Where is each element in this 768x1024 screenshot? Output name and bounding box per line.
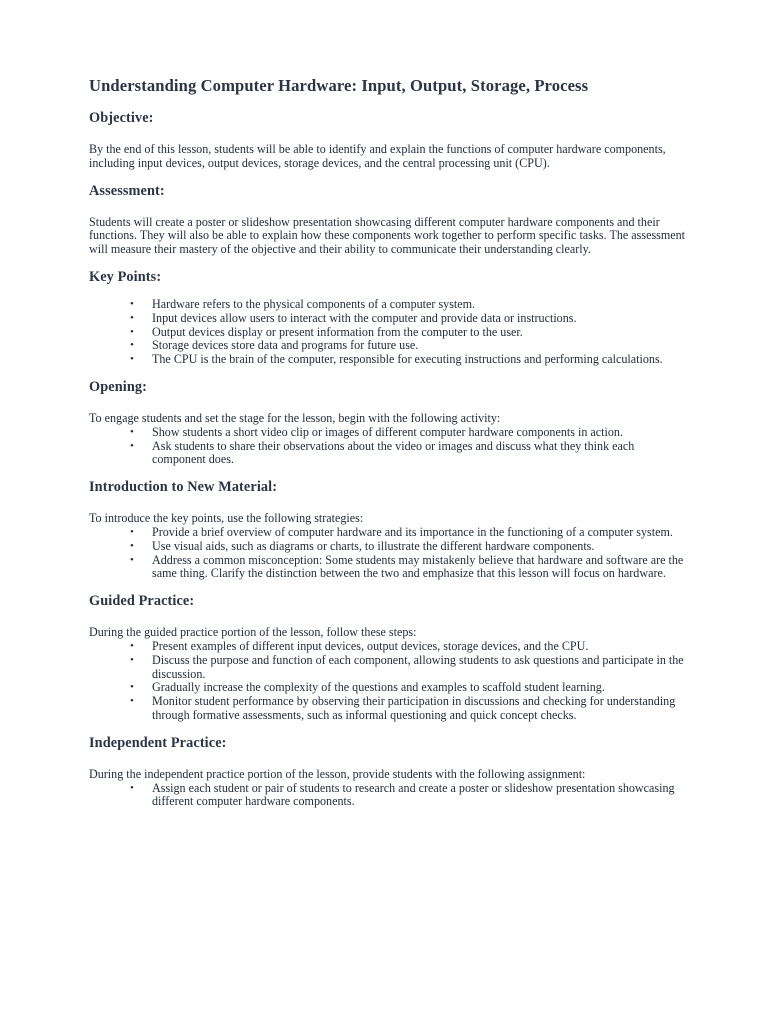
bullet-icon: • [130,325,134,338]
new-material-section [89,479,689,581]
new-material-heading: Introduction to New Material: [89,479,278,496]
bullet-icon: • [130,311,134,324]
assessment-section [89,183,689,257]
list-item: • Assign each student or pair of students to research and create a poster or slideshow presentation showcasing different computer hardware components. [130,780,675,809]
list-item: • Storage devices store data and programs for future use. [130,338,419,353]
guided-practice-intro: During the guided practice portion of the lesson, follow these steps: [89,625,417,640]
list-item: • Present examples of different input devices, output devices, storage devices, and the CPU. [130,638,589,653]
document-title: Understanding Computer Hardware: Input, Output, Storage, Process [89,76,589,95]
guided-practice-section [89,593,689,723]
list-item: • Monitor student performance by observing their participation in discussions and checking for understanding through formative assessments, such as informal questioning and quick concept checks. [130,694,676,722]
new-material-list [89,526,689,581]
assessment-text: Students will create a poster or slideshow presentation showcasing different computer hardware components and their functions. They will also be able to explain how these components work together to perform specific tasks. The assessment will measure their mastery of the objective and their ability to communicate their understanding clearly. [89,214,686,257]
independent-practice-heading: Independent Practice: [89,734,227,751]
bullet-icon: • [130,339,134,352]
bullet-icon: • [130,439,134,452]
objective-text: By the end of this lesson, students will be able to identify and explain the functions of computer hardware components, including input devices, output devices, storage devices, and the central processing unit (CPU). [89,142,666,170]
opening-heading: Opening: [89,378,148,395]
list-item: • Gradually increase the complexity of the questions and examples to scaffold student learning. [130,680,605,695]
guided-practice-list [89,640,689,723]
list-item: • Discuss the purpose and function of each component, allowing students to ask questions and participate in the discussion. [130,652,684,681]
list-item: • Output devices display or present information from the computer to the user. [130,324,523,339]
independent-practice-list [89,782,689,810]
document-body [89,76,689,809]
list-item: • Use visual aids, such as diagrams or charts, to illustrate the different hardware components. [130,538,595,553]
list-item: • Provide a brief overview of computer hardware and its importance in the functioning of a computer system. [130,524,673,539]
bullet-icon: • [130,695,134,708]
bullet-icon: • [130,297,134,310]
list-item: • The CPU is the brain of the computer, responsible for executing instructions and performing calculations. [130,352,663,367]
bullet-icon: • [130,553,134,566]
bullet-icon: • [130,539,134,552]
bullet-icon: • [130,525,134,538]
opening-intro: To engage students and set the stage for the lesson, begin with the following activity: [89,410,501,425]
independent-practice-intro: During the independent practice portion of the lesson, provide students with the following assignment: [89,766,586,781]
guided-practice-heading: Guided Practice: [89,593,195,610]
bullet-icon: • [130,681,134,694]
list-item: • Ask students to share their observations about the video or images and discuss what they think each component does. [130,438,635,467]
list-item: • Input devices allow users to interact with the computer and provide data or instructions. [130,310,577,325]
list-item: • Show students a short video clip or images of different computer hardware components in action. [130,424,623,439]
new-material-intro: To introduce the key points, use the following strategies: [89,511,364,526]
opening-section [89,379,689,467]
opening-list [89,426,689,467]
list-item: • Hardware refers to the physical components of a computer system. [130,296,476,311]
objective-section [89,110,689,171]
bullet-icon: • [130,425,134,438]
bullet-icon: • [130,639,134,652]
assessment-heading: Assessment: [89,182,165,199]
key-points-list [89,298,689,367]
bullet-icon: • [130,653,134,666]
independent-practice-section [89,735,689,809]
key-points-section [89,269,689,367]
key-points-heading: Key Points: [89,268,162,285]
objective-heading: Objective: [89,110,154,126]
bullet-icon: • [130,781,134,794]
bullet-icon: • [130,353,134,366]
list-item: • Address a common misconception: Some students may mistakenly believe that hardware and software are the same thing. Clarify the distinction between the two and emphasize that this lesson will focus on hardware. [130,552,684,581]
